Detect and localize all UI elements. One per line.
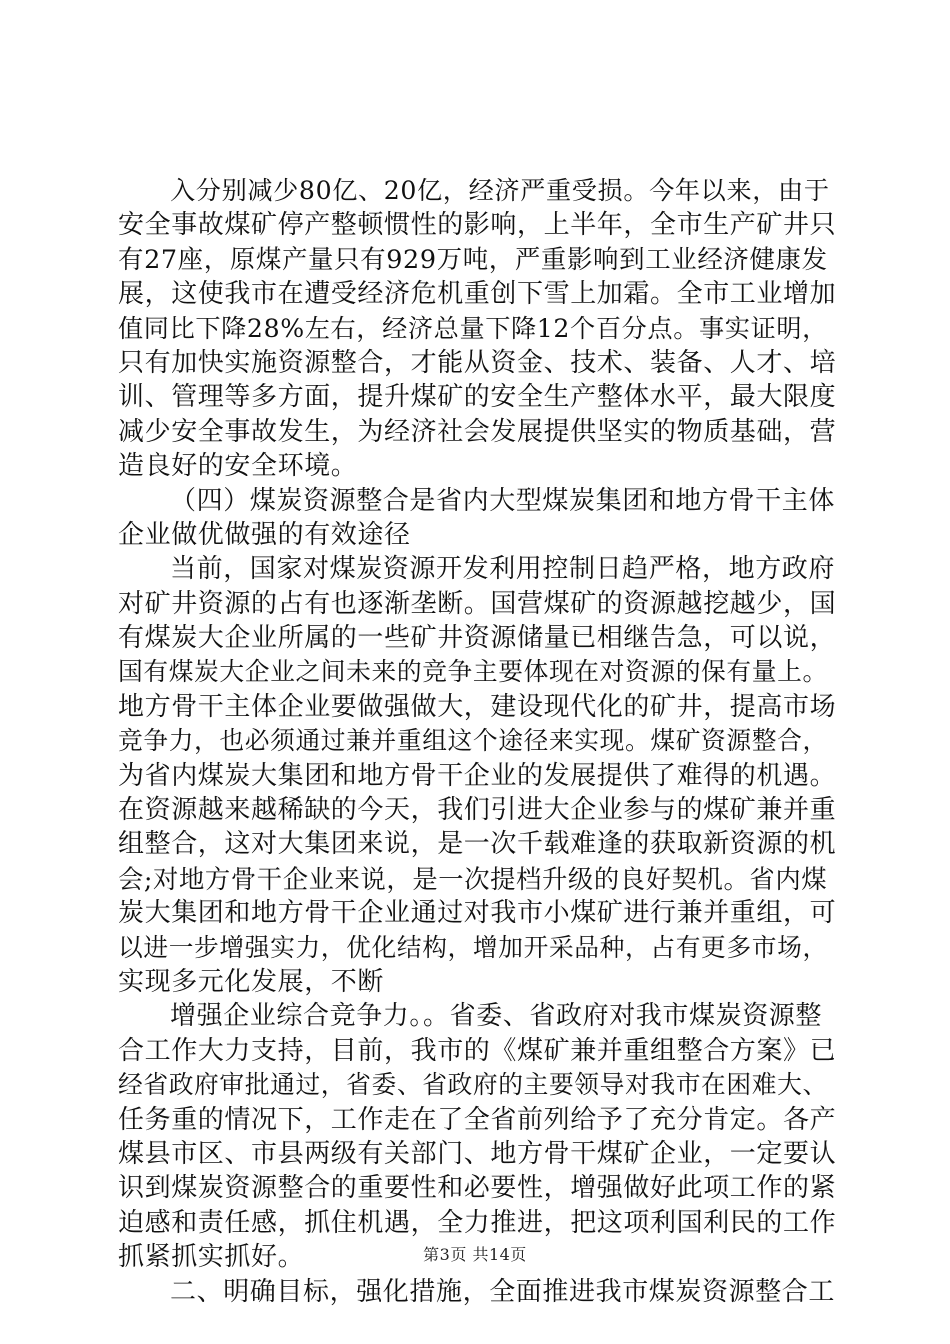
text-line: 炭大集团和地方骨干企业通过对我市小煤矿进行兼并重组，可	[118, 898, 837, 929]
text-line: 有煤炭大企业所属的一些矿井资源储量已相继告急，可以说，	[118, 623, 837, 654]
text-line: 为省内煤炭大集团和地方骨干企业的发展提供了难得的机遇。	[118, 760, 837, 791]
text-line: 经省政府审批通过，省委、省政府的主要领导对我市在困难大、	[118, 1070, 828, 1100]
text-line: 值同比下降28%左右，经济总量下降12个百分点。事实证明，	[118, 313, 828, 343]
text-line: 只有加快实施资源整合，才能从资金、技术、装备、人才、培	[118, 347, 837, 378]
text-line: 会;对地方骨干企业来说，是一次提档升级的良好契机。省内煤	[118, 863, 828, 894]
text-line: （四）煤炭资源整合是省内大型煤炭集团和地方骨干主体	[170, 485, 836, 516]
text-line: 竞争力，也必须通过兼并重组这个途径来实现。煤矿资源整合，	[118, 726, 828, 756]
text-line: 入分别减少80亿、20亿，经济严重受损。今年以来，由于	[170, 176, 830, 205]
text-line: 训、管理等多方面，提升煤矿的安全生产整体水平，最大限度	[118, 382, 837, 413]
body-text	[118, 174, 838, 1309]
text-line: 企业做优做强的有效途径	[118, 519, 411, 550]
text-line: 展，这使我市在遭受经济危机重创下雪上加霜。全市工业增加	[118, 279, 837, 310]
text-line: 安全事故煤矿停产整顿惯性的影响，上半年，全市生产矿井只	[118, 210, 837, 241]
text-line: 合工作大力支持，目前，我市的《煤矿兼并重组整合方案》已	[118, 1035, 837, 1066]
text-line: 地方骨干主体企业要做强做大，建设现代化的矿井，提高市场	[118, 691, 837, 722]
text-line: 有27座，原煤产量只有929万吨，严重影响到工业经济健康发	[118, 244, 828, 275]
text-line: 识到煤炭资源整合的重要性和必要性，增强做好此项工作的紧	[118, 1173, 837, 1204]
text-line: 抓紧抓实抓好。	[118, 1242, 305, 1273]
text-line: 任务重的情况下，工作走在了全省前列给予了充分肯定。各产	[118, 1104, 837, 1135]
text-line: 二、明确目标，强化措施，全面推进我市煤炭资源整合工	[170, 1276, 836, 1307]
text-line: 国有煤炭大企业之间未来的竞争主要体现在对资源的保有量上。	[118, 657, 828, 687]
text-line: 组整合，这对大集团来说，是一次千载难逢的获取新资源的机	[118, 829, 837, 860]
text-line: 煤县市区、市县两级有关部门、地方骨干煤矿企业，一定要认	[118, 1138, 837, 1169]
text-line: 造良好的安全环境。	[118, 451, 358, 482]
text-line: 以进一步增强实力，优化结构，增加开采品种，占有更多市场，	[118, 932, 828, 962]
text-line: 增强企业综合竞争力。。省委、省政府对我市煤炭资源整	[170, 1001, 823, 1032]
text-line: 在资源越来越稀缺的今天，我们引进大企业参与的煤矿兼并重	[118, 795, 837, 826]
page-footer: 第3页 共14页	[423, 1245, 527, 1264]
text-line: 对矿井资源的占有也逐渐垄断。国营煤矿的资源越挖越少，国	[118, 588, 837, 619]
text-line: 减少安全事故发生，为经济社会发展提供坚实的物质基础，营	[118, 416, 837, 447]
text-line: 当前，国家对煤炭资源开发利用控制日趋严格，地方政府	[170, 554, 836, 585]
text-line: 迫感和责任感，抓住机遇，全力推进，把这项利国利民的工作	[118, 1207, 837, 1238]
text-line: 实现多元化发展，不断	[118, 966, 385, 997]
